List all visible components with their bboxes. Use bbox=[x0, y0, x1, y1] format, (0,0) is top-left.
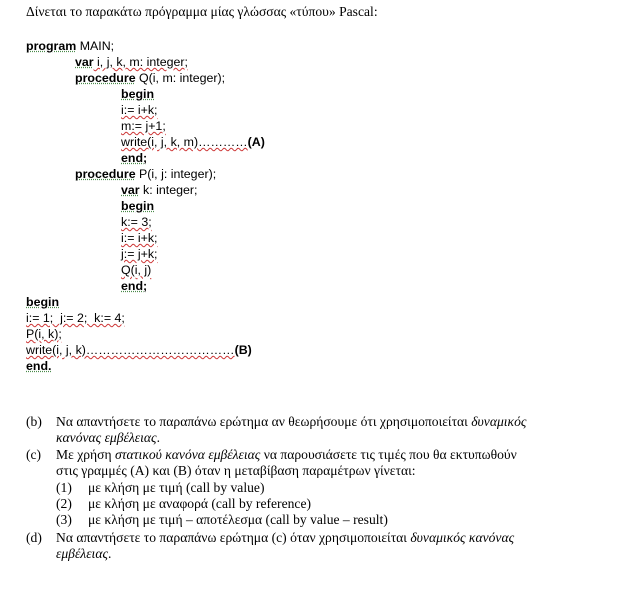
question-b-label: (b) bbox=[26, 414, 42, 429]
code-line-write-b bbox=[26, 342, 252, 358]
keyword-end: end; bbox=[121, 279, 148, 293]
question-c-sub-1-text: με κλήση με τιμή (call by value) bbox=[88, 480, 265, 495]
question-b-line-2 bbox=[56, 430, 160, 446]
code-text: P(i, k); bbox=[26, 327, 62, 341]
keyword-end: end. bbox=[26, 359, 52, 373]
question-c-sub-3-label: (3) bbox=[56, 512, 72, 527]
question-emphasis: δυναμικός bbox=[471, 414, 527, 429]
question-emphasis: κανόνας εμβέλειας bbox=[56, 430, 157, 445]
question-text: . bbox=[107, 546, 112, 561]
keyword-var: var bbox=[121, 183, 140, 197]
code-text: write(i, j, k, m)………… bbox=[121, 135, 248, 149]
code-line-assign-i bbox=[121, 102, 158, 118]
marker-a: (A) bbox=[247, 135, 265, 149]
code-line-call-p bbox=[26, 326, 62, 342]
code-line-var-k bbox=[121, 182, 197, 198]
code-line-assign-k bbox=[121, 214, 152, 230]
question-text: να παρουσιάσετε τις τιμές που θα εκτυπωθούν bbox=[260, 447, 517, 462]
code-text: m:= j+1; bbox=[121, 119, 166, 133]
code-text: MAIN; bbox=[76, 39, 115, 53]
code-line-call-q bbox=[121, 262, 151, 278]
keyword-var: var bbox=[75, 55, 94, 69]
code-line-end-main bbox=[26, 358, 51, 374]
keyword-program: program bbox=[26, 39, 77, 53]
question-d-line-2 bbox=[56, 546, 111, 562]
code-line-procedure-q bbox=[75, 70, 225, 86]
question-c-line-1 bbox=[56, 447, 517, 463]
question-text: Να απαντήσετε το παραπάνω ερώτημα (c) όταν χρησιμοποιείται bbox=[56, 530, 411, 545]
question-c-sub-2-text: με κλήση με αναφορά (call by reference) bbox=[88, 496, 312, 511]
code-text: k:= 3; bbox=[121, 215, 152, 229]
keyword-end: end; bbox=[121, 151, 148, 165]
question-c-line-2: στις γραμμές (A) και (B) όταν η μεταβίβαση παραμέτρων γίνεται: bbox=[56, 463, 416, 478]
code-line-assign-i2 bbox=[121, 230, 158, 246]
question-d-line-1 bbox=[56, 530, 514, 546]
code-line-assign-m bbox=[121, 118, 166, 134]
code-line-begin-main bbox=[26, 294, 59, 310]
code-line-assign-j bbox=[121, 246, 158, 262]
question-b-line-1 bbox=[56, 414, 526, 430]
code-text: Q(i, j) bbox=[121, 263, 152, 277]
keyword-begin: begin bbox=[26, 295, 60, 309]
keyword-begin: begin bbox=[121, 199, 155, 213]
code-line-end-q bbox=[121, 150, 147, 166]
keyword-procedure: procedure bbox=[75, 167, 136, 181]
code-text: i:= i+k; bbox=[121, 231, 158, 245]
code-text: i, j, k, m: integer; bbox=[93, 55, 188, 69]
question-text: Να απαντήσετε το παραπάνω ερώτημα αν θεωρήσουμε ότι χρησιμοποιείται bbox=[56, 414, 472, 429]
code-text: i:= i+k; bbox=[121, 103, 158, 117]
code-text: k: integer; bbox=[139, 183, 198, 197]
question-c-label: (c) bbox=[26, 447, 42, 462]
code-line-var bbox=[75, 54, 188, 70]
code-line-end-p bbox=[121, 278, 147, 294]
code-line-init bbox=[26, 310, 125, 326]
code-text: P(i, j: integer); bbox=[135, 167, 217, 181]
question-emphasis: εμβέλειας bbox=[56, 546, 108, 561]
question-text: . bbox=[156, 430, 160, 445]
question-d-label: (d) bbox=[26, 530, 42, 545]
question-emphasis: δυναμικός κανόνας bbox=[410, 530, 515, 545]
code-line-begin-q bbox=[121, 86, 154, 102]
question-c-sub-1-label: (1) bbox=[56, 480, 72, 495]
code-line-procedure-p bbox=[75, 166, 216, 182]
code-text: i:= 1; j:= 2; k:= 4; bbox=[26, 311, 125, 325]
code-line-begin-p bbox=[121, 198, 154, 214]
code-text: write(i, j, k)……………………………… bbox=[26, 343, 235, 357]
keyword-procedure: procedure bbox=[75, 71, 136, 85]
question-c-sub-3-text: με κλήση με τιμή – αποτέλεσμα (call by value – result) bbox=[88, 512, 388, 527]
keyword-begin: begin bbox=[121, 87, 155, 101]
intro-text: Δίνεται το παρακάτω πρόγραμμα μίας γλώσσας «τύπου» Pascal: bbox=[26, 4, 378, 19]
question-c-sub-2-label: (2) bbox=[56, 496, 72, 511]
code-text: Q(i, m: integer); bbox=[135, 71, 226, 85]
question-emphasis: στατικού κανόνα εμβέλειας bbox=[114, 447, 261, 462]
marker-b: (B) bbox=[234, 343, 252, 357]
code-line-write-a bbox=[121, 134, 265, 150]
question-text: Με χρήση bbox=[56, 447, 115, 462]
code-text: j:= j+k; bbox=[121, 247, 158, 261]
code-line-program bbox=[26, 38, 114, 54]
